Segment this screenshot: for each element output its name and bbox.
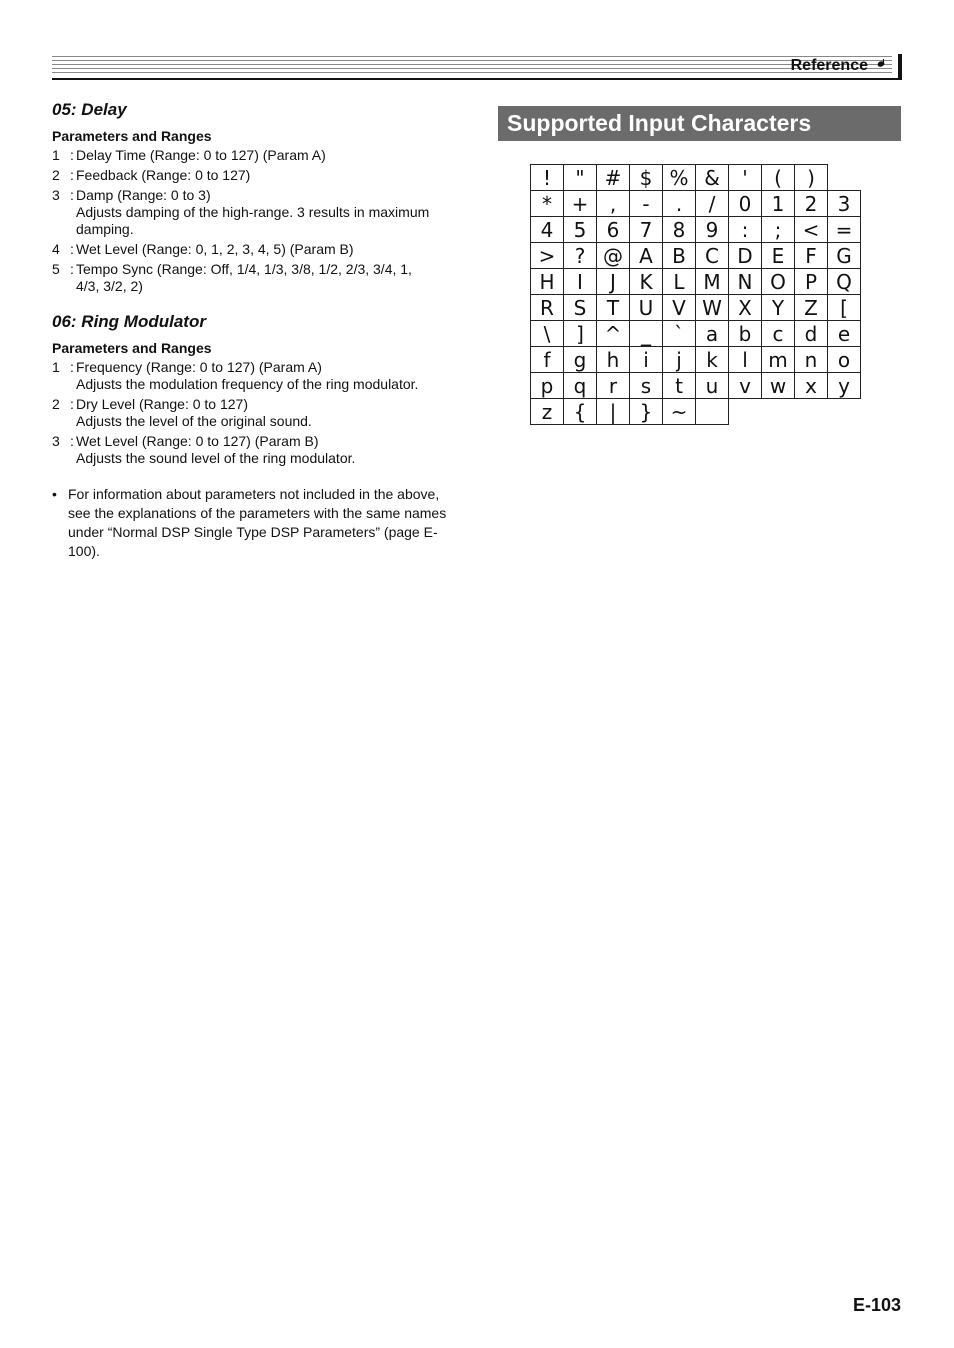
char-cell: !: [531, 165, 564, 191]
char-cell: }: [630, 399, 663, 425]
param-item: 3 : Damp (Range: 0 to 3) Adjusts damping of the high-range. 3 results in maximum damping.: [52, 187, 462, 238]
char-row: [531, 347, 861, 373]
char-cell: 1: [762, 191, 795, 217]
char-cell: _: [630, 321, 663, 347]
char-cell: H: [531, 269, 564, 295]
char-cell: J: [597, 269, 630, 295]
char-cell: (: [762, 165, 795, 191]
ring-subhead: Parameters and Ranges: [52, 340, 212, 356]
char-cell: x: [795, 373, 828, 399]
param-description: 4/3, 3/2, 2): [76, 278, 143, 294]
char-cell: P: [795, 269, 828, 295]
char-cell: 6: [597, 217, 630, 243]
char-cell: v: [729, 373, 762, 399]
char-cell: #: [597, 165, 630, 191]
character-table: [530, 164, 861, 425]
char-cell: ^: [597, 321, 630, 347]
char-cell: i: [630, 347, 663, 373]
char-cell: 9: [696, 217, 729, 243]
char-row: [531, 217, 861, 243]
char-cell: r: [597, 373, 630, 399]
music-note-icon: [874, 56, 894, 78]
char-cell: C: [696, 243, 729, 269]
param-number: 1: [52, 147, 60, 163]
char-cell: ~: [663, 399, 696, 425]
char-cell: o: [828, 347, 861, 373]
char-cell: &: [696, 165, 729, 191]
param-description: Adjusts the modulation frequency of the ring modulator.: [76, 376, 419, 392]
char-cell: m: [762, 347, 795, 373]
param-text: Tempo Sync (Range: Off, 1/4, 1/3, 3/8, 1/2, 2/3, 3/4, 1,: [76, 261, 412, 277]
char-cell: +: [564, 191, 597, 217]
param-text: Damp (Range: 0 to 3): [76, 187, 211, 203]
empty-cell: [828, 165, 861, 191]
char-cell: k: [696, 347, 729, 373]
char-cell: R: [531, 295, 564, 321]
param-description: Adjusts damping of the high-range. 3 results in maximum damping.: [76, 204, 430, 237]
char-cell: e: [828, 321, 861, 347]
char-cell: L: [663, 269, 696, 295]
header-rule: [52, 64, 892, 65]
param-item: 2 : Dry Level (Range: 0 to 127) Adjusts the level of the original sound.: [52, 396, 462, 430]
char-cell: X: [729, 295, 762, 321]
char-cell: b: [729, 321, 762, 347]
char-cell: g: [564, 347, 597, 373]
param-number: 4: [52, 241, 60, 257]
char-cell: 5: [564, 217, 597, 243]
empty-cell: [729, 399, 762, 425]
char-cell: j: [663, 347, 696, 373]
left-column: [52, 100, 462, 561]
char-cell: U: [630, 295, 663, 321]
char-cell: d: [795, 321, 828, 347]
char-cell: <: [795, 217, 828, 243]
char-cell: a: [696, 321, 729, 347]
char-cell: {: [564, 399, 597, 425]
char-cell: ?: [564, 243, 597, 269]
char-cell: *: [531, 191, 564, 217]
char-cell: Q: [828, 269, 861, 295]
char-cell: V: [663, 295, 696, 321]
char-cell: ]: [564, 321, 597, 347]
char-cell: %: [663, 165, 696, 191]
char-cell: D: [729, 243, 762, 269]
param-description: Adjusts the level of the original sound.: [76, 413, 312, 429]
char-cell: \: [531, 321, 564, 347]
char-cell: ': [729, 165, 762, 191]
char-cell: 7: [630, 217, 663, 243]
char-cell: -: [630, 191, 663, 217]
char-cell: 0: [729, 191, 762, 217]
chars-title: Supported Input Characters: [498, 106, 901, 141]
char-cell: |: [597, 399, 630, 425]
param-description: Adjusts the sound level of the ring modulator.: [76, 450, 356, 466]
char-cell: u: [696, 373, 729, 399]
header-bar: [898, 54, 902, 80]
char-row: [531, 295, 861, 321]
param-item: 5 : Tempo Sync (Range: Off, 1/4, 1/3, 3/8, 1/2, 2/3, 3/4, 1, 4/3, 3/2, 2): [52, 261, 462, 295]
char-cell: ": [564, 165, 597, 191]
param-item: 1 : Delay Time (Range: 0 to 127) (Param A): [52, 147, 326, 163]
char-cell: t: [663, 373, 696, 399]
param-number: 3: [52, 433, 60, 449]
char-cell: $: [630, 165, 663, 191]
header-rule: [52, 78, 902, 80]
char-cell: ,: [597, 191, 630, 217]
param-item: 4 : Wet Level (Range: 0, 1, 2, 3, 4, 5) (Param B): [52, 241, 354, 257]
char-cell: A: [630, 243, 663, 269]
char-cell: :: [729, 217, 762, 243]
char-cell: s: [630, 373, 663, 399]
char-cell: M: [696, 269, 729, 295]
param-item: 1 : Frequency (Range: 0 to 127) (Param A) Adjusts the modulation frequency of the ring modulator.: [52, 359, 462, 393]
char-cell: `: [663, 321, 696, 347]
delay-title: 05: Delay: [52, 100, 127, 119]
char-cell: [696, 399, 729, 425]
page-number: E-103: [852, 1295, 901, 1315]
char-cell: @: [597, 243, 630, 269]
param-item: 2 : Feedback (Range: 0 to 127): [52, 167, 251, 183]
empty-cell: [828, 399, 861, 425]
char-cell: S: [564, 295, 597, 321]
ring-param-list: [52, 359, 462, 467]
char-row: [531, 399, 861, 425]
char-cell: 3: [828, 191, 861, 217]
char-cell: z: [531, 399, 564, 425]
char-cell: Y: [762, 295, 795, 321]
char-cell: c: [762, 321, 795, 347]
delay-subhead: Parameters and Ranges: [52, 128, 212, 144]
char-row: [531, 269, 861, 295]
char-cell: E: [762, 243, 795, 269]
char-cell: 4: [531, 217, 564, 243]
page-header: [52, 54, 902, 80]
char-cell: G: [828, 243, 861, 269]
empty-cell: [795, 399, 828, 425]
char-cell: K: [630, 269, 663, 295]
empty-cell: [762, 399, 795, 425]
header-rule: [52, 60, 892, 61]
char-cell: N: [729, 269, 762, 295]
char-cell: q: [564, 373, 597, 399]
char-cell: 8: [663, 217, 696, 243]
param-text: Frequency (Range: 0 to 127) (Param A): [76, 359, 322, 375]
char-cell: f: [531, 347, 564, 373]
char-cell: l: [729, 347, 762, 373]
char-row: [531, 321, 861, 347]
delay-param-list: [52, 147, 462, 295]
bullet: •: [52, 486, 57, 502]
ring-title: 06: Ring Modulator: [52, 312, 206, 331]
char-cell: O: [762, 269, 795, 295]
section-label: Reference: [790, 57, 868, 74]
char-cell: w: [762, 373, 795, 399]
char-cell: I: [564, 269, 597, 295]
header-rule: [52, 56, 892, 57]
char-row: [531, 243, 861, 269]
char-cell: ;: [762, 217, 795, 243]
char-cell: y: [828, 373, 861, 399]
char-cell: W: [696, 295, 729, 321]
char-cell: 2: [795, 191, 828, 217]
char-cell: n: [795, 347, 828, 373]
char-row: [531, 191, 861, 217]
param-number: 2: [52, 167, 60, 183]
param-text: Feedback (Range: 0 to 127): [76, 167, 251, 183]
char-cell: ): [795, 165, 828, 191]
char-cell: .: [663, 191, 696, 217]
param-text: Dry Level (Range: 0 to 127): [76, 396, 248, 412]
param-number: 3: [52, 187, 60, 203]
char-cell: F: [795, 243, 828, 269]
char-cell: /: [696, 191, 729, 217]
param-text: Wet Level (Range: 0, 1, 2, 3, 4, 5) (Param B): [76, 241, 354, 257]
char-cell: [: [828, 295, 861, 321]
char-cell: >: [531, 243, 564, 269]
header-rule: [52, 72, 892, 73]
param-number: 5: [52, 261, 60, 277]
note-text: For information about parameters not included in the above, see the explanations of the parameters with the same names under “Normal DSP Single Type DSP Parameters” (page E-100).: [68, 486, 447, 559]
char-cell: p: [531, 373, 564, 399]
char-row: [531, 165, 861, 191]
char-cell: =: [828, 217, 861, 243]
header-rule: [52, 68, 892, 69]
param-text: Wet Level (Range: 0 to 127) (Param B): [76, 433, 319, 449]
param-text: Delay Time (Range: 0 to 127) (Param A): [76, 147, 326, 163]
param-item: 3 : Wet Level (Range: 0 to 127) (Param B) Adjusts the sound level of the ring modulator.: [52, 433, 462, 467]
char-cell: h: [597, 347, 630, 373]
param-number: 2: [52, 396, 60, 412]
note: [52, 485, 462, 561]
param-number: 1: [52, 359, 60, 375]
char-cell: B: [663, 243, 696, 269]
char-row: [531, 373, 861, 399]
char-cell: T: [597, 295, 630, 321]
char-cell: Z: [795, 295, 828, 321]
